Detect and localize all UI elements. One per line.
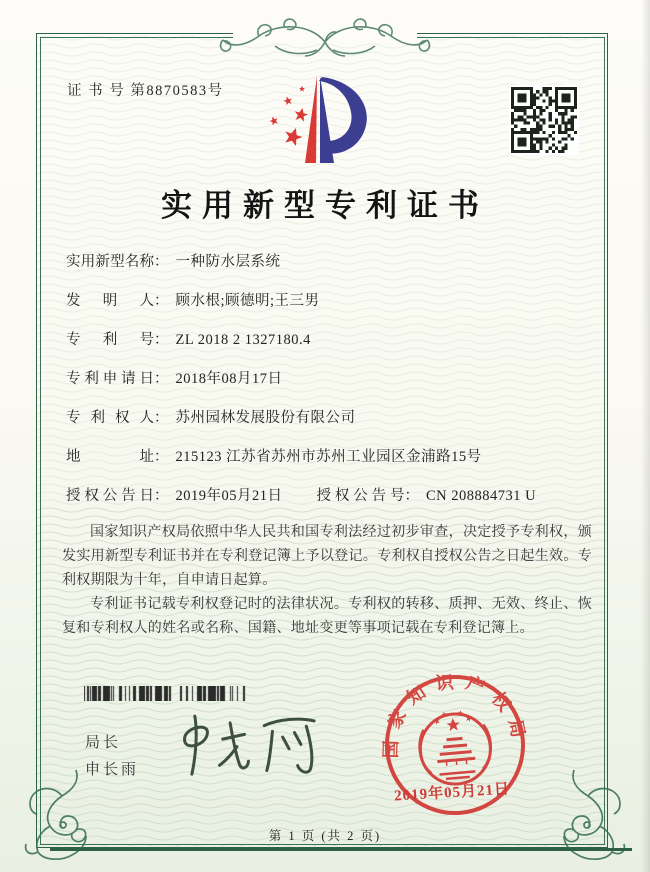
cnipa-logo-icon	[256, 70, 384, 176]
legal-text-block	[62, 521, 592, 641]
field-label: 发明人	[66, 293, 154, 309]
field-value: 2019年05月21日	[175, 488, 283, 504]
certificate-number: 证 书 号 第8870583号	[67, 83, 224, 99]
field-label: 实用新型名称	[66, 254, 154, 270]
seal-authority-text: 国家知识产权局	[380, 671, 531, 759]
field-label: 专利申请日	[66, 371, 154, 387]
grant-number-pair: 授权公告号： CN 208884731 U	[317, 488, 537, 504]
field-label: 授权公告日	[66, 488, 154, 504]
director-block	[85, 730, 139, 784]
top-flourish-ornament	[215, 12, 435, 70]
national-emblem-icon	[417, 707, 494, 787]
certificate-fields	[66, 251, 586, 524]
field-label: 地址	[66, 449, 154, 465]
field-row-filing-date: 专利申请日： 2018年08月17日	[66, 368, 586, 390]
field-value: 215123 江苏省苏州市苏州工业园区金浦路15号	[175, 449, 482, 465]
field-value: 2018年08月17日	[175, 371, 283, 387]
field-row-grant-date-and-number: 授权公告日： 2019年05月21日 授权公告号： CN 208884731 U	[66, 485, 586, 507]
director-name: 申长雨	[85, 762, 140, 778]
field-row-patent-number: 专利号： ZL 2018 2 1327180.4	[66, 329, 586, 351]
signature-handwriting	[164, 705, 347, 791]
field-value: 苏州园林发展股份有限公司	[175, 410, 356, 426]
bottom-border-line	[50, 848, 632, 851]
certificate-title: 实用新型专利证书	[161, 188, 489, 223]
barcode	[84, 686, 246, 701]
scan-edge-shadow	[641, 0, 650, 872]
field-label: 专利权人	[66, 410, 154, 426]
field-value: 一种防水层系统	[175, 254, 281, 270]
field-row-patentee: 专利权人： 苏州园林发展股份有限公司	[66, 407, 586, 429]
legal-paragraph-2: 专利证书记载专利权登记时的法律状况。专利权的转移、质押、无效、终止、恢复和专利权人的姓名或名称、国籍、地址变更等事项记载在专利登记簿上。	[62, 597, 592, 636]
page-number: 第 1 页 (共 2 页)	[268, 829, 382, 843]
seal-date: 2019年05月21日	[393, 781, 511, 805]
field-label: 授权公告号	[316, 488, 405, 504]
field-row-utility-model-name: 实用新型名称： 一种防水层系统	[66, 251, 586, 273]
field-value: ZL 2018 2 1327180.4	[175, 332, 311, 348]
director-title: 局长	[85, 735, 122, 751]
field-row-address: 地址： 215123 江苏省苏州市苏州工业园区金浦路15号	[66, 446, 586, 468]
legal-paragraph-1: 国家知识产权局依照中华人民共和国专利法经过初步审查，决定授予专利权，颁发实用新型专利证书并在专利登记簿上予以登记。专利权自授权公告之日起生效。专利权期限为十年，自申请日起算。	[62, 525, 592, 588]
field-value: CN 208884731 U	[426, 488, 537, 504]
field-value: 顾水根;顾德明;王三男	[175, 293, 320, 309]
field-label: 专利号	[66, 332, 154, 348]
qr-code	[509, 85, 579, 155]
field-row-inventor: 发明人： 顾水根;顾德明;王三男	[66, 290, 586, 312]
